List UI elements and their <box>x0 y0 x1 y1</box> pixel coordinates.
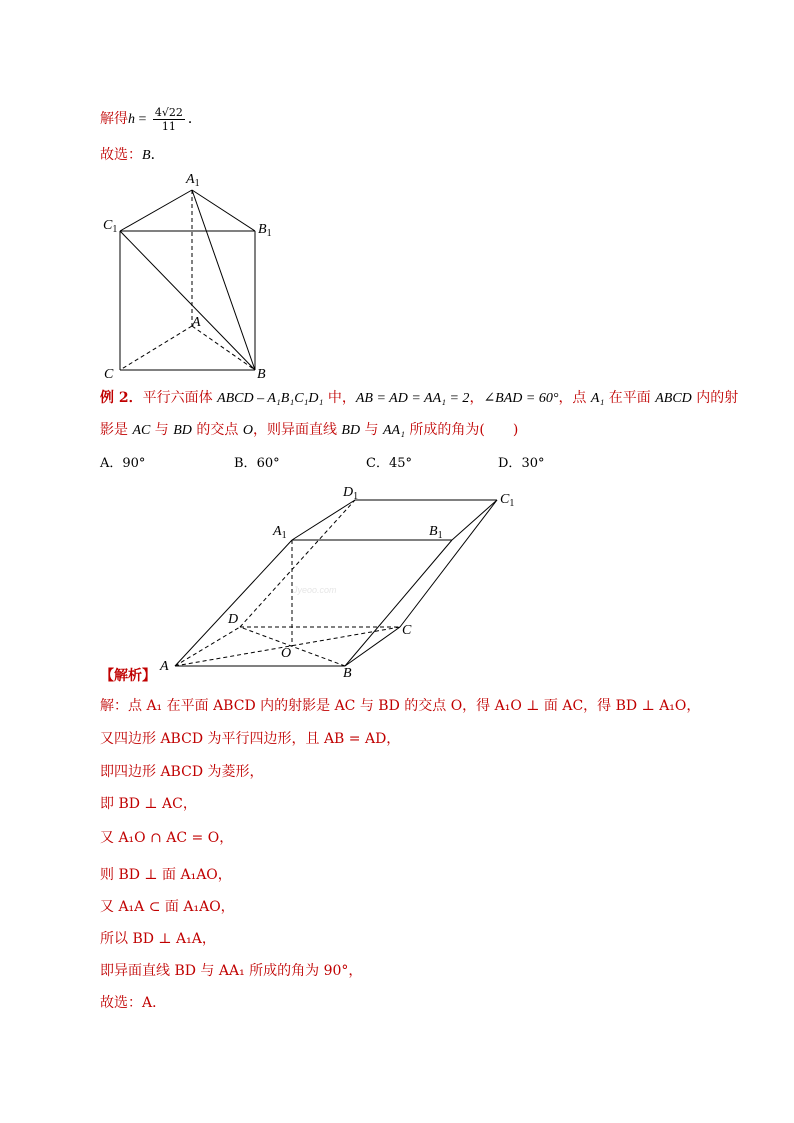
q-text: 内的射 <box>691 390 739 406</box>
q-math: A₁ <box>590 391 605 406</box>
h-variable: h <box>128 112 135 127</box>
edge-A-D-hidden <box>175 627 240 666</box>
analysis-tag: 【解析】 <box>100 668 156 684</box>
fraction-numerator: 4√22 <box>154 105 183 119</box>
q-text: ，则异面直线 <box>252 422 342 438</box>
edge-A1-B1 <box>192 190 255 231</box>
q-math: AB = AD = AA₁ = 2 <box>355 391 470 406</box>
q-text: 在平面 <box>604 390 656 406</box>
edge-A-A1 <box>175 540 292 666</box>
example2-line1 <box>100 389 738 408</box>
label-B: B <box>257 367 266 382</box>
analysis-line-2: 又四边形 ABCD 为平行四边形，且 AB = AD， <box>100 731 401 747</box>
analysis-line-10: 故选：A． <box>100 995 167 1011</box>
q-math: BD <box>173 423 192 438</box>
edge-C-C1 <box>400 500 497 627</box>
edge-B1-C1 <box>452 500 497 540</box>
option-d: D．30° <box>498 456 545 471</box>
label2-D: D <box>228 612 239 627</box>
analysis-line-8: 所以 BD ⊥ A₁A， <box>100 931 216 947</box>
analysis-line-6: 则 BD ⊥ 面 A₁AO， <box>100 867 232 883</box>
label2-C: C <box>402 623 412 638</box>
label2-D1: $D_1$ <box>343 485 359 502</box>
choose-prefix: 故选： <box>100 147 142 163</box>
label2-C1: $C_1$ <box>500 492 515 509</box>
label2-A1: $A_1$ <box>273 524 287 541</box>
label-C1: $C_1$ <box>103 218 118 235</box>
option-b: B．60° <box>234 456 280 471</box>
q-text: 所成的角为( ) <box>404 422 519 438</box>
q-math: ∠BAD = 60° <box>483 391 559 406</box>
analysis-line-4: 即 BD ⊥ AC， <box>100 796 197 812</box>
solve-prefix: 解得 <box>100 111 128 127</box>
option-c: C．45° <box>366 456 412 471</box>
label-C: C <box>104 367 114 382</box>
q-math: AA₁ <box>382 423 405 438</box>
q-math: O <box>242 423 253 438</box>
q-text: 与 <box>360 422 383 438</box>
label-A1: $A_1$ <box>186 172 200 189</box>
diag-A1-B <box>192 190 255 370</box>
edge-A-C-hidden <box>120 326 192 370</box>
analysis-line-7: 又 A₁A ⊂ 面 A₁AO， <box>100 899 235 915</box>
analysis-line-9: 即异面直线 BD 与 AA₁ 所成的角为 90°， <box>100 963 363 979</box>
example2-tag: 例 2． <box>100 390 143 406</box>
label-A: A <box>192 315 201 330</box>
q-text: 平行六面体 <box>142 390 218 406</box>
edge-C1-A1 <box>120 190 192 231</box>
q-text: 影是 <box>100 422 133 438</box>
label2-B1: $B_1$ <box>429 524 443 541</box>
diag-C1-B <box>120 231 255 370</box>
q-math: AC <box>132 423 151 438</box>
q-text: 与 <box>150 422 174 438</box>
q-text: 中， <box>323 390 356 406</box>
choose-answer: B <box>142 148 151 163</box>
q-math: ABCD – A₁B₁C₁D₁ <box>217 391 324 406</box>
q-text: 的交点 <box>191 422 243 438</box>
q-math: ABCD <box>655 391 692 406</box>
label-B1: $B_1$ <box>258 222 272 239</box>
edge-B-B1 <box>345 540 452 666</box>
edge-D-D1-hidden <box>240 500 355 627</box>
q-math: BD <box>341 423 361 438</box>
edge-A-B-hidden <box>192 326 255 370</box>
watermark-text: Jyeoo.com <box>293 585 337 595</box>
analysis-line-1: 解：点 A₁ 在平面 ABCD 内的射影是 AC 与 BD 的交点 O，得 A₁O ⊥ 面 AC，得 BD ⊥ A₁O， <box>100 698 701 714</box>
example2-line2 <box>100 421 518 440</box>
choose-end: ． <box>150 147 165 163</box>
analysis-line-5: 又 A₁O ∩ AC = O， <box>100 830 234 846</box>
analysis-line-3: 即四边形 ABCD 为菱形， <box>100 764 264 780</box>
fraction-denominator: 11 <box>161 119 176 133</box>
label2-A: A <box>160 659 169 674</box>
q-text: ，点 <box>558 390 591 406</box>
label2-B: B <box>343 666 352 681</box>
option-a: A．90° <box>100 456 146 471</box>
equals-sign: = <box>135 112 150 127</box>
period: ． <box>187 111 202 127</box>
label2-O: O <box>281 646 292 661</box>
q-text: ， <box>469 390 484 406</box>
edge-D1-A1 <box>292 500 355 540</box>
